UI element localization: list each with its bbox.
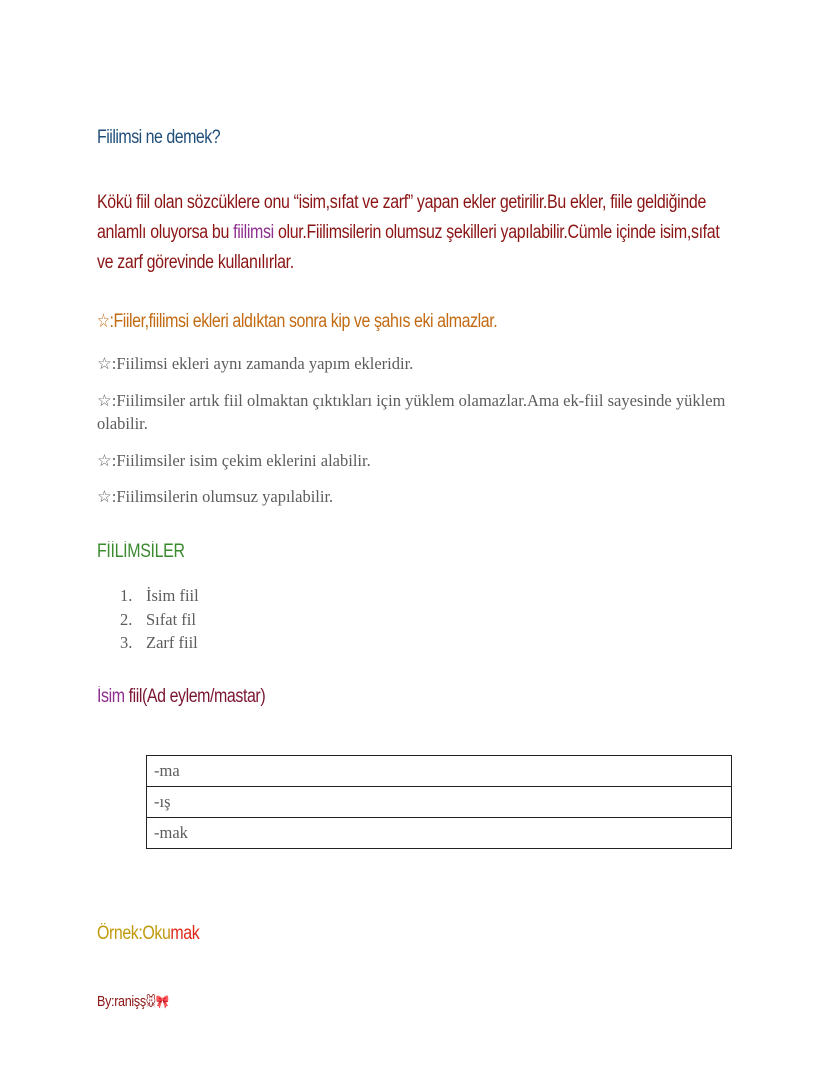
note-orange: ☆:Fiiler,fiilimsi ekleri aldıktan sonra kip ve şahıs eki almazlar. [97, 311, 498, 332]
list-item [120, 584, 199, 608]
intro-highlight: fiilimsi [233, 222, 274, 243]
table-cell: -mak [147, 818, 732, 849]
suffix-table [146, 755, 732, 849]
heading-word: İsim [97, 686, 125, 707]
note-item: ☆:Fiilimsilerin olumsuz yapılabilir. [97, 487, 334, 506]
signature-emoji: 🐭🎀 [145, 994, 169, 1009]
signature-text: By:ranişş [97, 993, 146, 1010]
list-item [120, 631, 199, 655]
example-line [97, 923, 199, 945]
heading-rest: fiil(Ad eylem/mastar) [124, 686, 266, 707]
note-item: ☆:Fiilimsiler artık fiil olmaktan çıktıkları için yüklem olamazlar.Ama ek-fiil sayesinde yüklem olabilir. [97, 391, 726, 433]
fiilimsi-types-list [120, 584, 199, 655]
example-root: Oku [142, 923, 171, 944]
note-item: ☆:Fiilimsiler isim çekim eklerini alabilir. [97, 451, 371, 470]
table-row [147, 756, 732, 787]
table-cell: -ış [147, 787, 732, 818]
list-number: 3. [120, 633, 133, 652]
intro-text-2: olur.Fiilimsilerin olumsuz şekilleri yapılabilir.Cümle içinde isim,sıfat ve zarf görevinde kullanılırlar. [97, 222, 720, 273]
section-heading-fiilimsiler: FİİLİMSİLER [97, 541, 185, 562]
example-label: Örnek: [97, 923, 143, 944]
table-row [147, 818, 732, 849]
note-item: ☆:Fiilimsi ekleri aynı zamanda yapım ekleridir. [97, 354, 414, 373]
example-suffix: mak [170, 923, 200, 944]
list-number: 2. [120, 609, 133, 629]
signature [97, 993, 169, 1010]
list-item [120, 608, 199, 632]
section-heading-isim-fiil [97, 686, 265, 708]
table-cell: -ma [147, 756, 732, 787]
list-number: 1. [120, 586, 133, 605]
page-title: Fiilimsi ne demek? [97, 127, 221, 148]
list-label: Zarf fiil [146, 633, 198, 652]
list-label: İsim fiil [146, 586, 199, 605]
intro-text-1: Kökü fiil olan sözcüklere onu “isim,sıfat ve zarf” yapan ekler getirilir.Bu ekler, fiile geldiğinde anlamlı oluyorsa bu [97, 192, 706, 243]
table-row [147, 787, 732, 818]
intro-paragraph [97, 188, 735, 278]
list-label: Sıfat fil [146, 609, 196, 629]
